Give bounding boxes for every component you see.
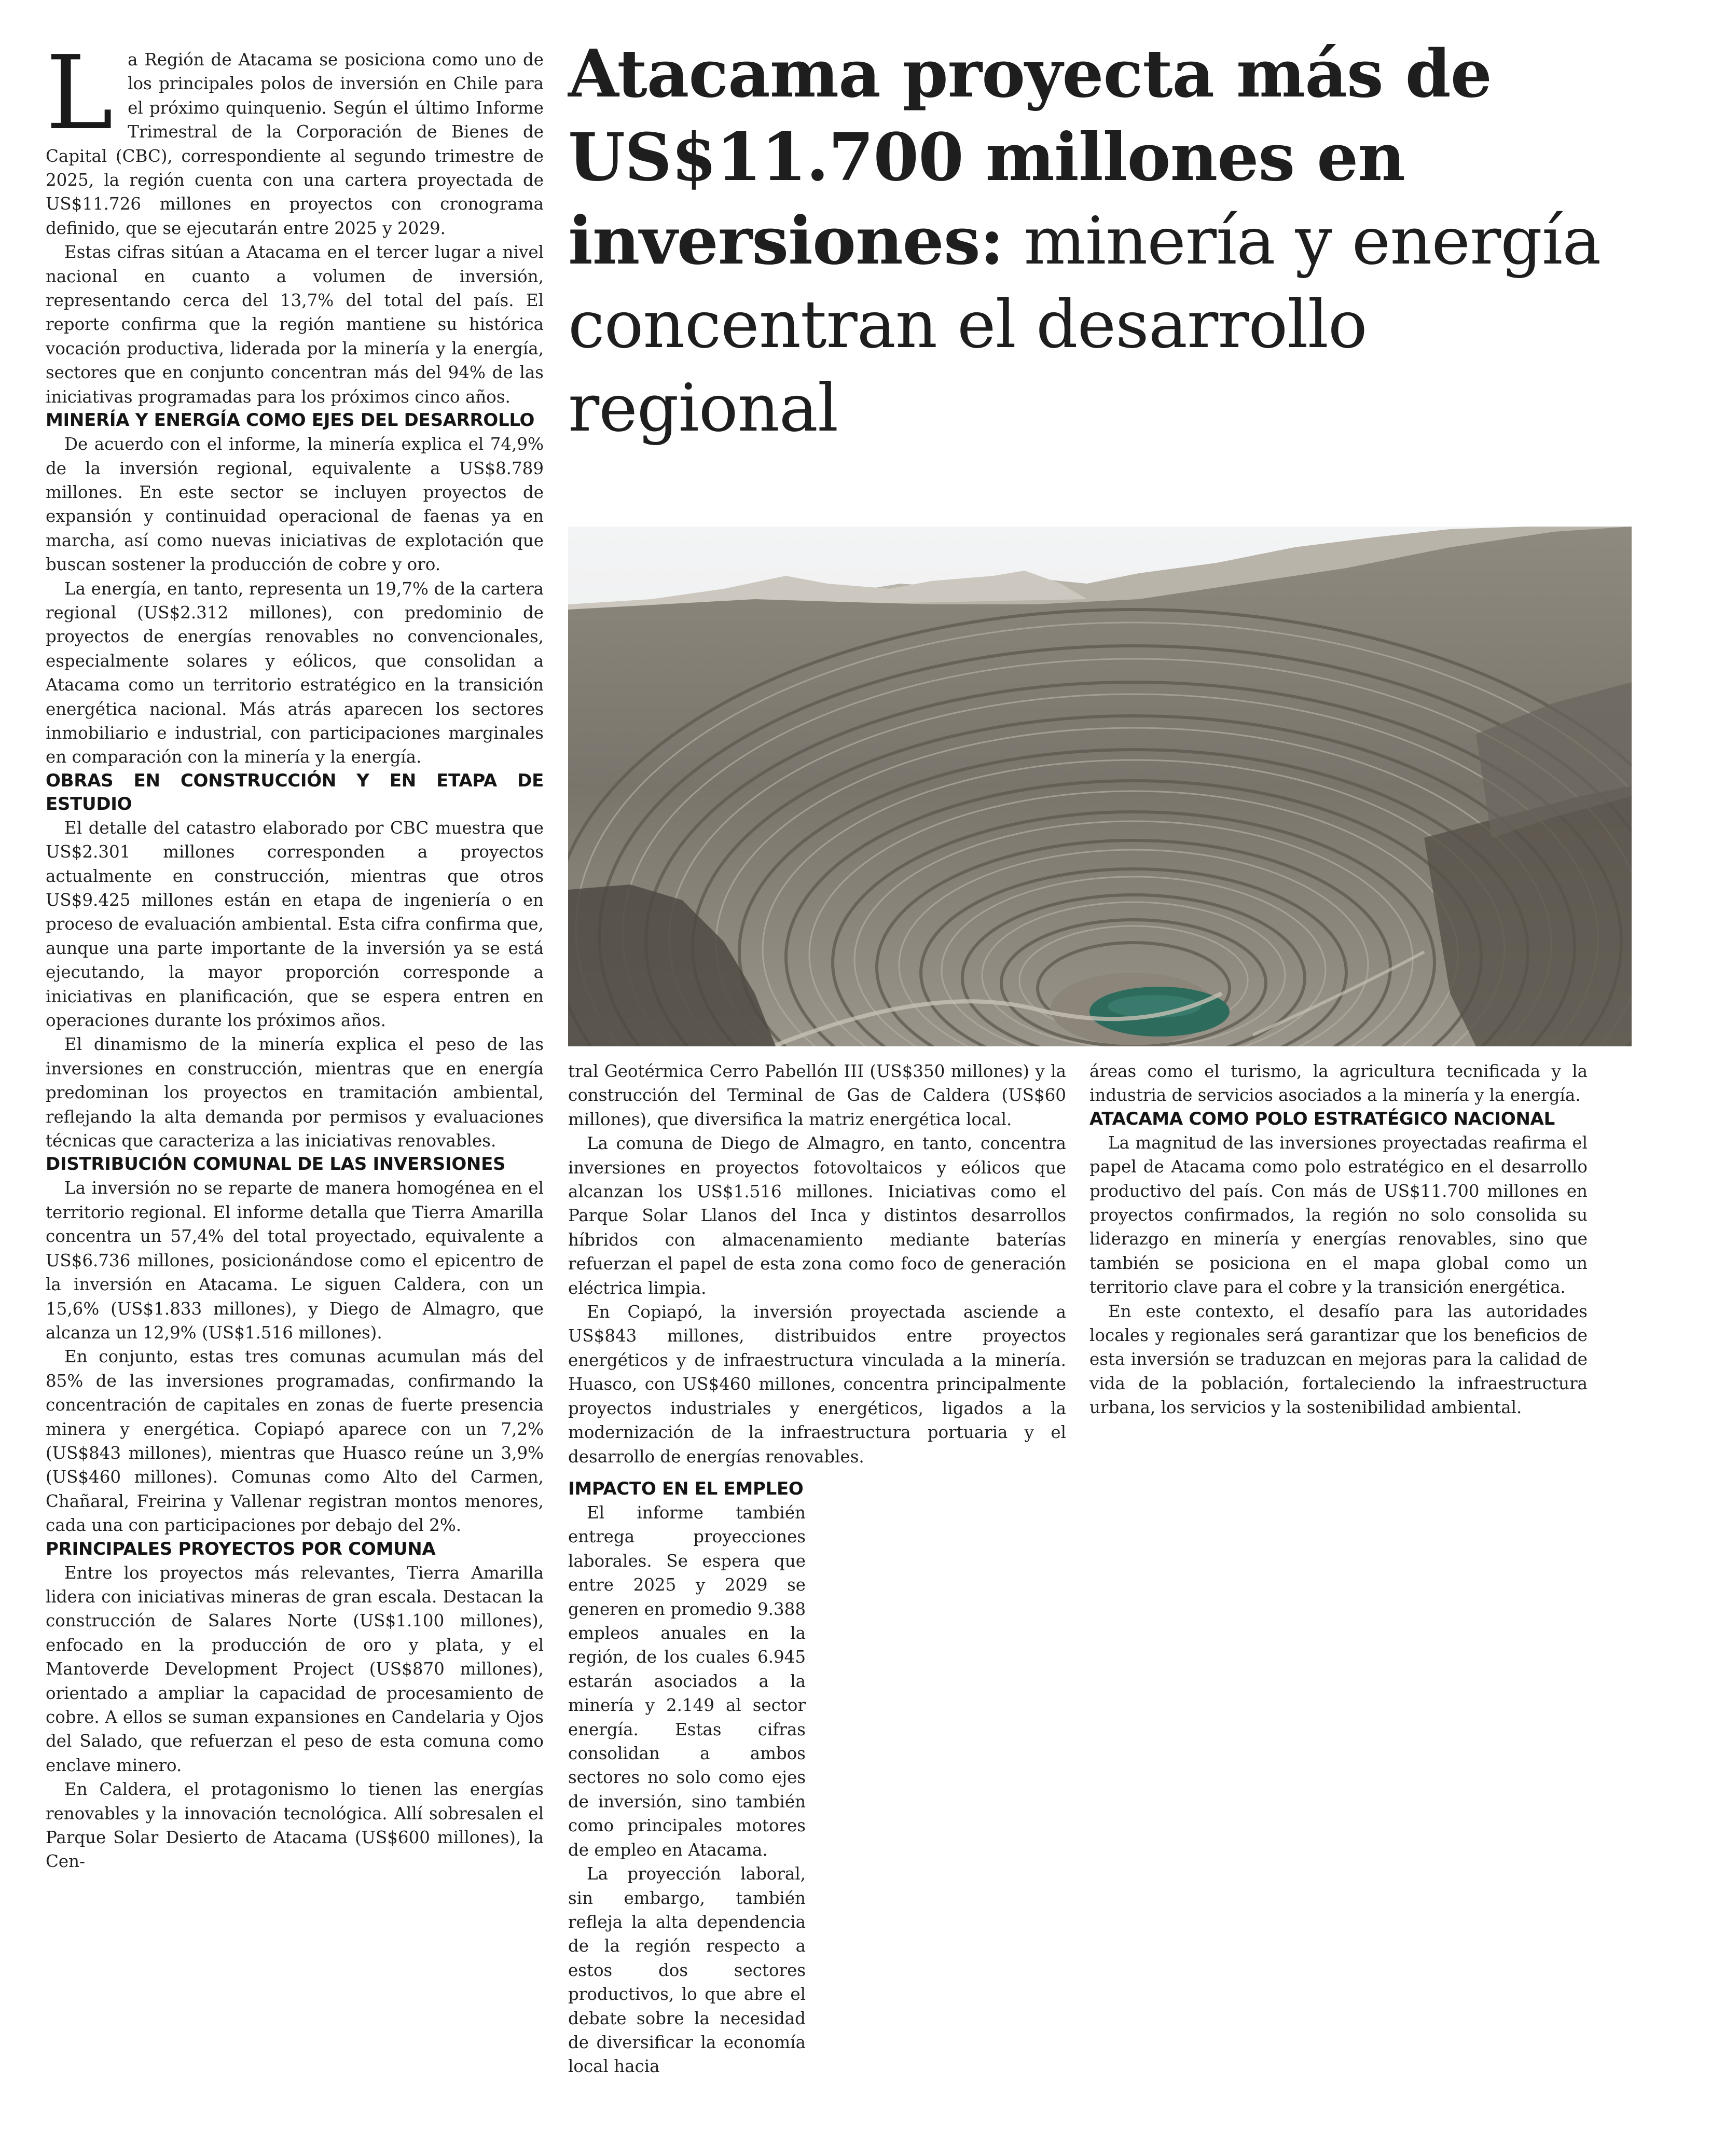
open-pit-mine-photo [568, 527, 1632, 1046]
headline [568, 32, 1632, 450]
paragraph: La comuna de Diego de Almagro, en tanto, concentra inversiones en proyectos fotovoltaicos y eólicos que alcanzan los US$1.516 millones. Iniciativas como el Parque Solar Llanos del Inca y distintos desarrollos híbridos con almacenamiento mediante baterías refuerzan el papel de esta zona como foco de generación eléctrica limpia. [568, 1134, 1066, 1298]
paragraph: En Caldera, el protagonismo lo tienen las energías renovables y la innovación tecnológica. Allí sobresalen el Parque Solar Desierto de Atacama (US$600 millones), la Cen- [46, 1779, 544, 1872]
intro-paragraph: La Región de Atacama se posiciona como uno de los principales polos de inversión en Chile para el próximo quinquenio. Según el último Informe Trimestral de la Corporación de Bienes de Capital (CBC), correspondiente al segundo trimestre de 2025, la región cuenta con una cartera proyectada de US$11.726 millones en proyectos con cronograma definido, que se ejecutarán entre 2025 y 2029. [46, 34, 544, 238]
paragraph: El detalle del catastro elaborado por CBC muestra que US$2.301 millones corresponden a proyectos actualmente en construcción, mientras que otros US$9.425 millones están en etapa de ingeniería o en proceso de evaluación ambiental. Esta cifra confirma que, aunque una parte importante de la inversión ya se está ejecutando, la mayor proporción corresponde a iniciativas en planificación, que se espera entren en operaciones durante los próximos años. [46, 818, 544, 1031]
column-2-lower [568, 1477, 806, 2079]
paragraph: Estas cifras sitúan a Atacama en el tercer lugar a nivel nacional en cuanto a volumen de inversión, representando cerca del 13,7% del total del país. El reporte confirma que la región mantiene su histórica vocación productiva, liderada por la minería y la energía, sectores que en conjunto concentran más del 94% de las iniciativas programadas para los próximos cinco años. [46, 242, 544, 407]
section-heading-mineria: MINERÍA Y ENERGÍA COMO EJES DEL DESARROLLO [46, 410, 535, 431]
paragraph: De acuerdo con el informe, la minería explica el 74,9% de la inversión regional, equivalente a US$8.789 millones. En este sector se incluyen proyectos de expansión y continuidad operacional de faenas ya en marcha, así como nuevas iniciativas de explotación que buscan sostener la producción de cobre y oro. [46, 434, 544, 575]
paragraph: El informe también entrega proyecciones laborales. Se espera que entre 2025 y 2029 se generen en promedio 9.388 empleos anuales en la región, de los cuales 6.945 estarán asociados a la minería y 2.149 al sector energía. Estas cifras consolidan a ambos sectores no solo como ejes de inversión, sino también como principales motores de empleo en Atacama. [568, 1503, 806, 1860]
paragraph: La magnitud de las inversiones proyectadas reafirma el papel de Atacama como polo estratégico en el desarrollo productivo del país. Con más de US$11.700 millones en proyectos confirmados, la región no solo consolida su liderazgo en minería y energías renovables, sino que también se posiciona en el mapa global como un territorio clave para el cobre y la transición energética. [1089, 1132, 1588, 1297]
paragraph: En Copiapó, la inversión proyectada asciende a US$843 millones, distribuidos entre proyectos energéticos y de infraestructura vinculada a la minería. Huasco, con US$460 millones, concentra principalmente proyectos industriales y energéticos, ligados a la modernización de la infraestructura portuaria y el desarrollo de energías renovables. [568, 1302, 1066, 1467]
headline-regular: minería y energía concentran el desarrollo regional [568, 203, 1601, 446]
section-heading-obras: OBRAS EN CONSTRUCCIÓN Y EN ETAPA DE ESTUDIO [46, 770, 544, 814]
section-heading-distribucion: DISTRIBUCIÓN COMUNAL DE LAS INVERSIONES [46, 1154, 506, 1175]
paragraph: El dinamismo de la minería explica el peso de las inversiones en construcción, mientras que en energía predominan los proyectos en tramitación ambiental, reflejando la alta demanda por permisos y evaluaciones técnicas que caracteriza a las iniciativas renovables. [46, 1034, 544, 1151]
paragraph: La energía, en tanto, representa un 19,7% de la cartera regional (US$2.312 millones), con predominio de proyectos de energías renovables no convencionales, especialmente solares y eólicos, que consolidan a Atacama como un territorio estratégico en la transición energética nacional. Más atrás aparecen los sectores inmobiliario e industrial, con participaciones marginales en comparación con la minería y la energía. [46, 578, 544, 767]
column-1 [46, 34, 544, 1874]
paragraph: Entre los proyectos más relevantes, Tierra Amarilla lidera con iniciativas mineras de gran escala. Destacan la construcción de Salares Norte (US$1.100 millones), enfocado en la producción de oro y plata, y el Mantoverde Development Project (US$870 millones), orientado a ampliar la capacidad de procesamiento de cobre. A ellos se suman expansiones en Candelaria y Ojos del Salado, que refuerzan el peso de esta comuna como enclave minero. [46, 1563, 544, 1775]
section-heading-polo: ATACAMA COMO POLO ESTRATÉGICO NACIONAL [1089, 1108, 1555, 1129]
mine-photo [568, 527, 1632, 1046]
paragraph: En este contexto, el desafío para las autoridades locales y regionales será garantizar que los beneficios de esta inversión se traduzcan en mejoras para la calidad de vida de la población, fortaleciendo la infraestructura urbana, los servicios y la sostenibilidad ambiental. [1089, 1301, 1588, 1418]
paragraph: tral Geotérmica Cerro Pabellón III (US$350 millones) y la construcción del Terminal de Gas de Caldera (US$60 millones), que diversifica la matriz energética local. [568, 1061, 1066, 1129]
paragraph: La proyección laboral, sin embargo, también refleja la alta dependencia de la región respecto a estos dos sectores productivos, lo que abre el debate sobre la necesidad de diversificar la economía local hacia [568, 1864, 806, 2077]
paragraph: En conjunto, estas tres comunas acumulan más del 85% de las inversiones programadas, confirmando la concentración de capitales en zonas de fuerte presencia minera y energética. Copiapó aparece con un 7,2% (US$843 millones), mientras que Huasco reúne un 3,9% (US$460 millones). Comunas como Alto del Carmen, Chañaral, Freirina y Vallenar registran montos menores, cada una con participaciones por debajo del 2%. [46, 1347, 544, 1536]
drop-cap: L [46, 34, 114, 153]
column-3 [1089, 1059, 1588, 1420]
section-heading-principales: PRINCIPALES PROYECTOS POR COMUNA [46, 1538, 436, 1559]
paragraph: La inversión no se reparte de manera homogénea en el territorio regional. El informe detalla que Tierra Amarilla concentra un 57,4% del total proyectado, equivalente a US$6.736 millones, posicionándose como el epicentro de la inversión en Atacama. Le siguen Caldera, con un 15,6% (US$1.833 millones), y Diego de Almagro, que alcanza un 12,9% (US$1.516 millones). [46, 1178, 544, 1343]
section-heading-impacto: IMPACTO EN EL EMPLEO [568, 1478, 804, 1499]
column-2-upper [568, 1059, 1066, 1469]
paragraph: áreas como el turismo, la agricultura tecnificada y la industria de servicios asociados a la minería y la energía. [1089, 1061, 1588, 1105]
headline-bold: Atacama proyecta más de US$11.700 millones en inversiones: [568, 35, 1492, 279]
